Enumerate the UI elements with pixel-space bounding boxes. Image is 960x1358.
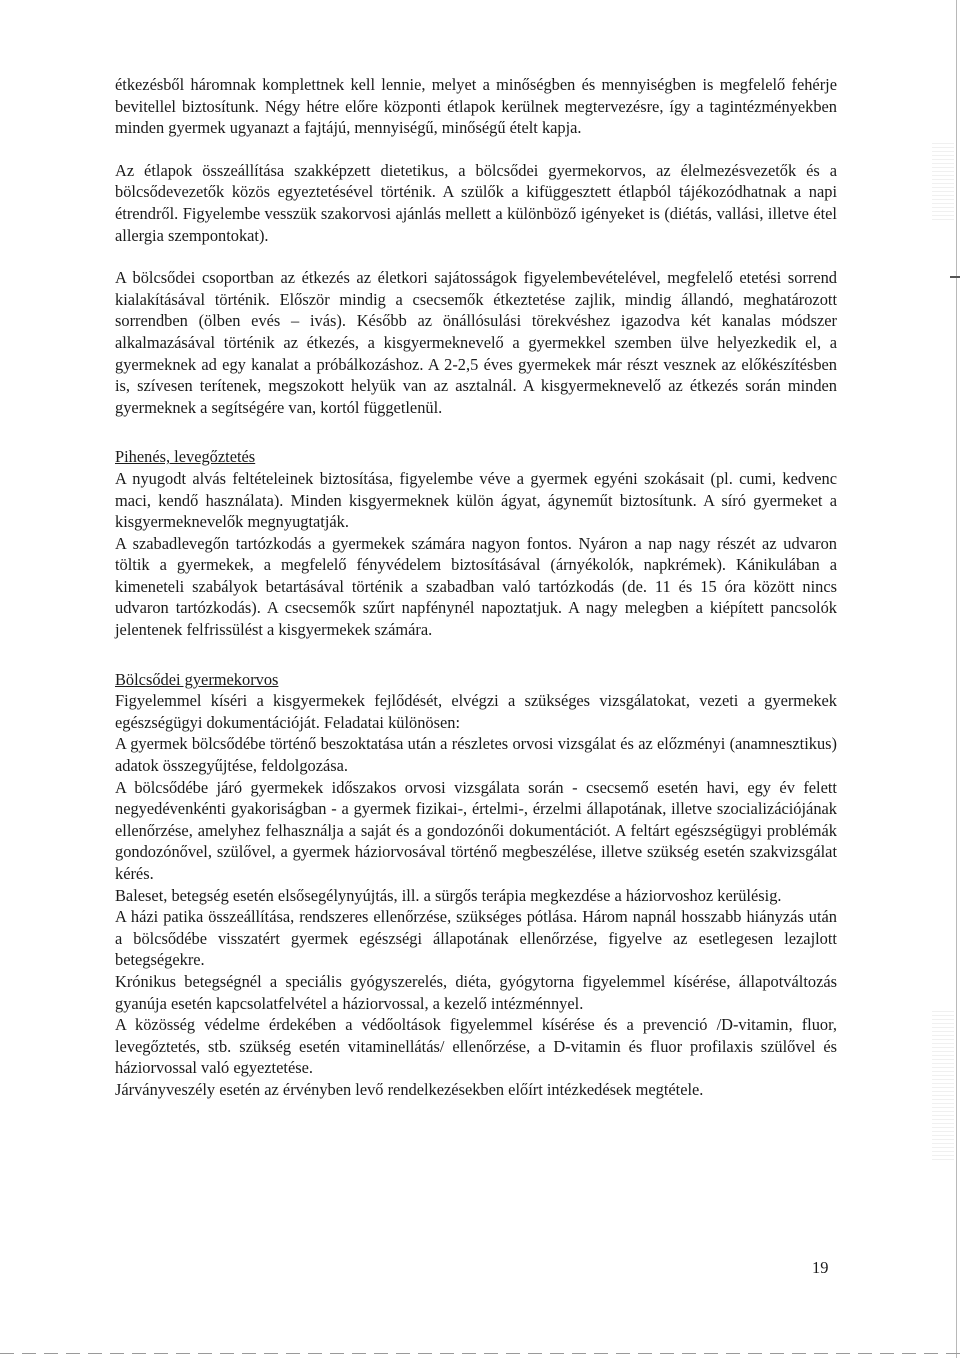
- doctor-line: A bölcsődébe járó gyermekek időszakos orvosi vizsgálata során - csecsemő esetén havi, egy év felett negyedévenkénti gyakoriságban - a gyermek fizikai-, értelmi-, érzelmi állapotának, illetve szocializációjának ellenőrzése, amelyhez felhasználja a saját és a gondozónői dokumentációt. A feltárt egészségügyi problémák gondozónővel, szülővel, a gyermek háziorvosával történő megbeszélése, illetve szükség esetén szakvizsgálat kérés.: [115, 777, 837, 883]
- body-text: [115, 74, 837, 1101]
- rest-line: A szabadlevegőn tartózkodás a gyermekek számára nagyon fontos. Nyáron a nap nagy részét az udvaron töltik a gyermekek, a megfelelő fényvédelem biztosításával (árnyékolók, napkrémek). Kánikulában a kimeneteli szabályok betartásával történik a szabadban való tartózkodás (de. 11 és 15 óra között nincs udvaron tartózkodás). A csecsemők szűrt napfénynél napoztatjuk. A nagy melegben a kiépített pancsolók jelentenek felfrissülést a kisgyermekek számára.: [115, 533, 837, 640]
- scan-edge-line: [956, 0, 957, 1358]
- doctor-line: Figyelemmel kíséri a kisgyermekek fejlődését, elvégzi a szükséges vizsgálatokat, vezeti a gyermekek egészségügyi dokumentációját. Feladatai különösen:: [115, 691, 837, 732]
- heading-doctor: Bölcsődei gyermekorvos: [115, 669, 279, 689]
- doctor-line: Krónikus betegségnél a speciális gyógyszerelés, diéta, gyógytorna figyelemmel kísérése, állapotváltozás gyanúja esetén kapcsolatfelvétel a háziorvossal, a kezelő intézménnyel.: [115, 971, 837, 1013]
- paragraph-group-feeding: A bölcsődei csoportban az étkezés az életkori sajátosságok figyelembevételével, megfelelő etetési sorrend kialakításával történik. Először mindig a csecsemők étkeztetése zajlik, mindig állandó, meghatározott sorrendben (ölben evés – ivás). Később az önállósulási törekvéshez igazodva két kanalas módszer alkalmazásával történik az étkezés, a kisgyermeknevelő a gyermekkel szemben ülve helyezkedik el, a gyermeknek ad egy kanalat a próbálkozáshoz. A 2-2,5 éves gyermekek már részt vesznek az előkészítésben is, szívesen terítenek, megszokott helyük van az asztalnál. A kisgyermeknevelő az étkezés során minden gyermeknek a segítségére van, kortól függetlenül.: [115, 268, 837, 417]
- page-number: 19: [812, 1258, 829, 1277]
- doctor-line: Járványveszély esetén az érvényben levő rendelkezésekben előírt intézkedések megtétele.: [115, 1079, 704, 1099]
- heading-rest: Pihenés, levegőztetés: [115, 447, 256, 467]
- scan-bottom-line: [0, 1353, 960, 1354]
- doctor-line: A gyermek bölcsődébe történő beszoktatása után a részletes orvosi vizsgálat és az előzményi (anamnesztikus) adatok összegyűjtése, feldolgozása.: [115, 734, 837, 776]
- doctor-line: A házi patika összeállítása, rendszeres ellenőrzése, szükséges pótlása. Három napnál hosszabb hiányzás után a bölcsődébe visszatért gyermek egészségi állapotának ellenőrzése, figyelve az esetlegesen lezajlott betegségekre.: [115, 907, 837, 970]
- scan-speckle: [932, 1010, 954, 1160]
- paragraph-menu-composition: Az étlapok összeállítása szakképzett dietetikus, a bölcsődei gyermekorvos, az élelmezésvezetők és a bölcsődevezetők közös egyeztetésével történik. A szülők a kifüggesztett étlapból tájékozódhatnak a napi étrendről. Figyelembe vesszük szakorvosi ajánlás mellett a különböző igényeket is (diétás, vallási, illetve étel allergia szempontokat).: [115, 160, 837, 245]
- scan-speckle: [932, 140, 954, 220]
- rest-line: A nyugodt alvás feltételeinek biztosítása, figyelembe véve a gyermek egyéni szokásait (pl. cumi, kedvenc maci, kendő használata). Minden kisgyermeknek külön ágyat, ágyneműt biztosítunk. A síró gyermeket a kisgyermeknevelők megnyugtatják.: [115, 468, 837, 532]
- paragraph-meal-planning: étkezésből háromnak komplettnek kell lennie, melyet a minőségben és mennyiségben is megfelelő fehérje bevitellel biztosítunk. Négy hétre előre központi étlapok kerülnek megtervezésre, így a tagintézményekben minden gyermek ugyanazt a fajtájú, mennyiségű, minőségű ételt kapja.: [115, 75, 837, 138]
- doctor-line: A közösség védelme érdekében a védőoltások figyelemmel kísérése és a prevenció /D-vitamin, fluor, levegőztetés, stb. szükség esetén vitaminellátás/ ellenőrzése, a D-vitamin és fluor profilaxis szülővel és háziorvossal való egyeztetése.: [115, 1015, 837, 1078]
- scan-edge-mark: [950, 276, 960, 278]
- doctor-line: Baleset, betegség esetén elsősegélynyújtás, ill. a sürgős terápia megkezdése a háziorvoshoz kerülésig.: [115, 885, 782, 905]
